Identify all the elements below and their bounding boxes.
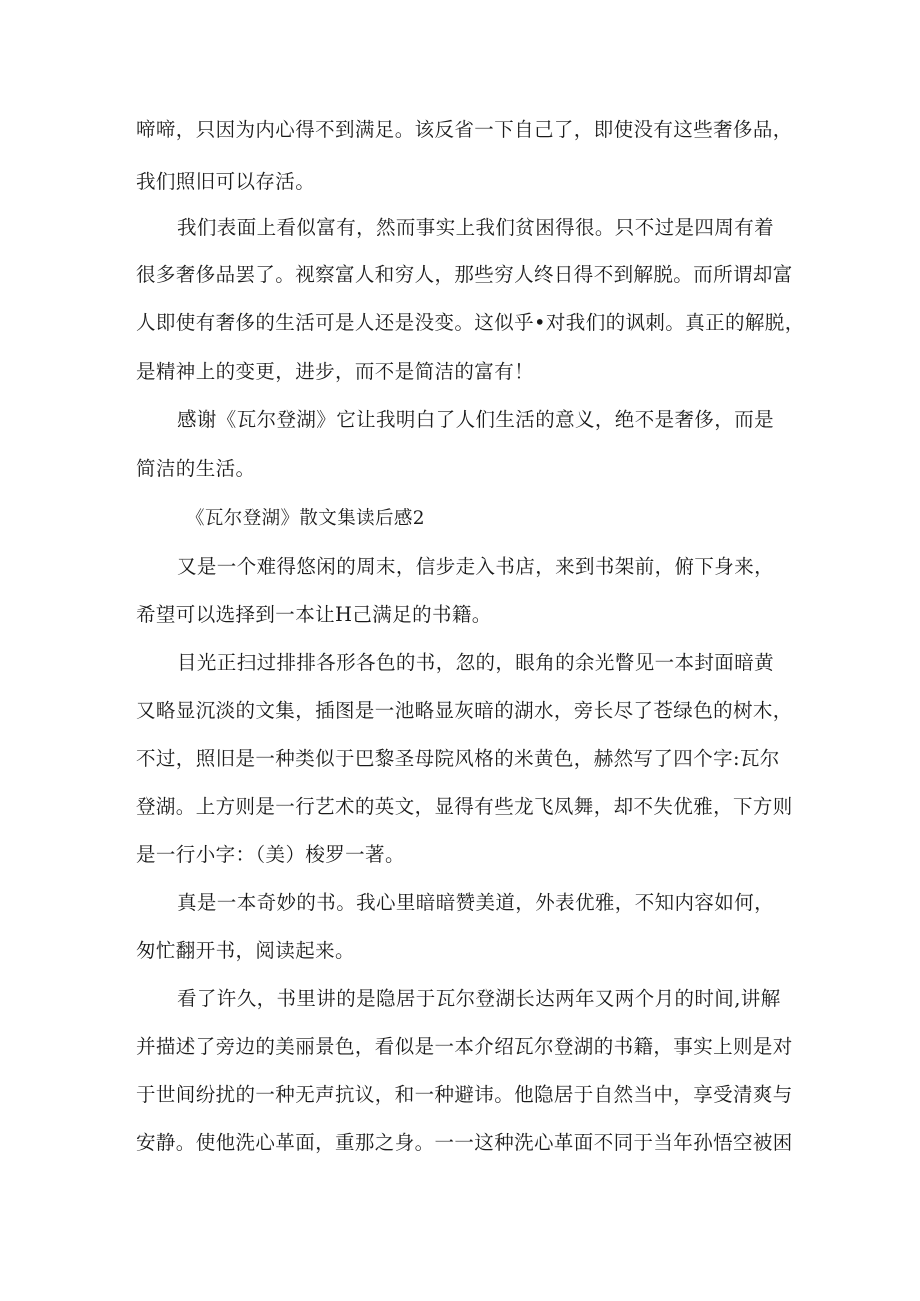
text-line: 登湖。上方则是一行艺术的英文，显得有些龙飞凤舞，却不失优雅，下方则 bbox=[136, 795, 793, 818]
text-line: 不过，照旧是一种类似于巴黎圣母院风格的米黄色，赫然写了四个字:瓦尔 bbox=[136, 747, 780, 770]
text-line: 我们照旧可以存活。 bbox=[136, 170, 316, 193]
text-line: 是一行小字：（美）梭罗一著。 bbox=[136, 843, 405, 866]
text-line: 又略显沉淡的文集，插图是一池略显灰暗的湖水，旁长尽了苍绿色的树木， bbox=[136, 699, 793, 722]
text-line: 匆忙翻开书，阅读起来。 bbox=[136, 939, 355, 962]
text-line: 简洁的生活。 bbox=[136, 457, 256, 480]
text-line: 安静。使他洗心革面，重那之身。一一这种洗心革面不同于当年孙悟空被困 bbox=[136, 1131, 793, 1154]
paragraph-first-line: 真是一本奇妙的书。我心里暗暗赞美道，外表优雅，不知内容如何， bbox=[177, 891, 775, 914]
paragraph-first-line: 又是一个难得悠闲的周末，信步走入书店，来到书架前，俯下身来， bbox=[177, 555, 775, 578]
text-line: 希望可以选择到一本让H己满足的书籍。 bbox=[136, 603, 492, 626]
text-line: 很多奢侈品罢了。视察富人和穷人，那些穷人终日得不到解脱。而所谓却富 bbox=[136, 263, 793, 286]
text-line: 是精神上的变更，进步，而不是简洁的富有！ bbox=[136, 360, 535, 383]
paragraph-first-line: 看了许久，书里讲的是隐居于瓦尔登湖长达两年又两个月的时间,讲解 bbox=[177, 987, 781, 1010]
paragraph-first-line: 我们表面上看似富有，然而事实上我们贫困得很。只不过是四周有着 bbox=[177, 216, 775, 239]
text-line: 啼啼，只因为内心得不到满足。该反省一下自己了，即使没有这些奢侈品， bbox=[136, 118, 793, 141]
text-line: 于世间纷扰的一种无声抗议，和一种避讳。他隐居于自然当中，享受清爽与 bbox=[136, 1083, 793, 1106]
text-line: 人即使有奢侈的生活可是人还是没变。这似乎•对我们的讽刺。真正的解脱， bbox=[136, 311, 805, 334]
paragraph-first-line: 感谢《瓦尔登湖》它让我明白了人们生活的意义，绝不是奢侈，而是 bbox=[177, 408, 775, 431]
paragraph-first-line: 目光正扫过排排各形各色的书，忽的，眼角的余光瞥见一本封面暗黄 bbox=[177, 651, 775, 674]
text-line: 并描述了旁边的美丽景色，看似是一本介绍瓦尔登湖的书籍，事实上则是对 bbox=[136, 1035, 793, 1058]
section-heading: 《瓦尔登湖》散文集读后感2 bbox=[186, 508, 425, 529]
